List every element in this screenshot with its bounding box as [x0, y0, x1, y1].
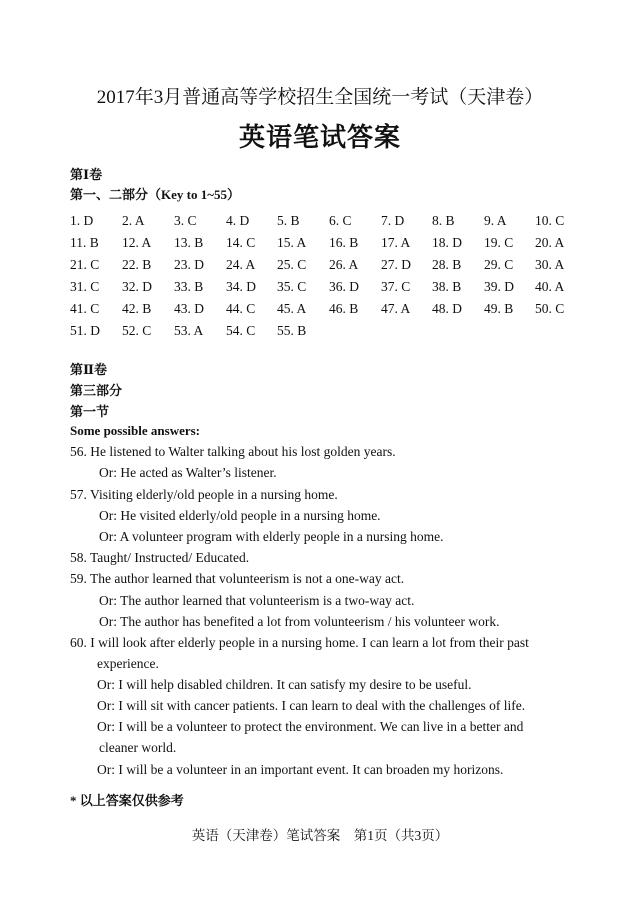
answer-cell: 49. B: [484, 301, 514, 316]
answer-cell: 3. C: [174, 213, 197, 228]
answer-cell: 55. B: [277, 323, 307, 338]
answer-cell: 28. B: [432, 257, 462, 272]
answer-cell: 20. A: [535, 235, 565, 250]
answer-cell: 45. A: [277, 301, 307, 316]
answer-cell: 35. C: [277, 279, 307, 294]
answer-cell: 16. B: [329, 235, 359, 250]
page-footer: 英语（天津卷）笔试答案 第1页（共3页）: [191, 828, 449, 843]
possible-answers-label: Some possible answers:: [70, 423, 201, 438]
answer-cell: 13. B: [174, 235, 204, 250]
answer-cell: 30. A: [535, 257, 565, 272]
answer-line: Or: He acted as Walter’s listener.: [99, 465, 277, 480]
volume-1-heading: 第Ⅰ卷: [70, 167, 103, 182]
answer-line: Or: He visited elderly/old people in a nursing home.: [99, 508, 381, 523]
answer-cell: 5. B: [277, 213, 300, 228]
answer-cell: 26. A: [329, 257, 359, 272]
answer-cell: 53. A: [174, 323, 204, 338]
answer-cell: 24. A: [226, 257, 256, 272]
exam-title: 2017年3月普通高等学校招生全国统一考试（天津卷）: [96, 87, 544, 108]
answer-cell: 36. D: [329, 279, 359, 294]
answer-cell: 22. B: [122, 257, 152, 272]
answer-cell: 39. D: [484, 279, 514, 294]
answer-line: 60. I will look after elderly people in a nursing home. I can learn a lot from their past: [70, 635, 529, 650]
answer-cell: 38. B: [432, 279, 462, 294]
answer-cell: 47. A: [381, 301, 411, 316]
document-title: 英语笔试答案: [238, 123, 401, 152]
answer-cell: 48. D: [432, 301, 462, 316]
answer-cell: 21. C: [70, 257, 100, 272]
answer-cell: 44. C: [226, 301, 256, 316]
answer-cell: 32. D: [122, 279, 152, 294]
answer-cell: 51. D: [70, 323, 100, 338]
answer-cell: 50. C: [535, 301, 565, 316]
answer-cell: 37. C: [381, 279, 411, 294]
volume-2-heading: 第Ⅱ卷: [70, 362, 107, 377]
answer-cell: 6. C: [329, 213, 352, 228]
section-1-heading: 第一节: [70, 404, 110, 419]
answer-cell: 4. D: [226, 213, 250, 228]
answer-line: experience.: [97, 656, 159, 671]
answer-line: Or: I will help disabled children. It can satisfy my desire to be useful.: [97, 677, 472, 692]
answer-cell: 40. A: [535, 279, 565, 294]
answer-cell: 10. C: [535, 213, 565, 228]
answer-cell: 8. B: [432, 213, 455, 228]
answer-cell: 2. A: [122, 213, 145, 228]
answer-line: Or: I will be a volunteer to protect the environment. We can live in a better and: [97, 719, 524, 734]
answer-cell: 42. B: [122, 301, 152, 316]
answer-line: Or: The author learned that volunteerism is a two-way act.: [99, 593, 415, 608]
answer-line: 57. Visiting elderly/old people in a nursing home.: [70, 487, 338, 502]
answer-cell: 23. D: [174, 257, 204, 272]
answer-cell: 18. D: [432, 235, 462, 250]
answer-cell: 25. C: [277, 257, 307, 272]
answer-line: 58. Taught/ Instructed/ Educated.: [70, 550, 250, 565]
answer-cell: 27. D: [381, 257, 411, 272]
answer-cell: 43. D: [174, 301, 204, 316]
answer-cell: 41. C: [70, 301, 100, 316]
answer-cell: 54. C: [226, 323, 256, 338]
reference-note: * 以上答案仅供参考: [70, 793, 184, 808]
answer-cell: 34. D: [226, 279, 256, 294]
answer-cell: 9. A: [484, 213, 507, 228]
answer-line: Or: I will be a volunteer in an important event. It can broaden my horizons.: [97, 762, 504, 777]
part-3-heading: 第三部分: [70, 383, 123, 398]
answer-cell: 52. C: [122, 323, 152, 338]
answer-line: 56. He listened to Walter talking about his lost golden years.: [70, 444, 396, 459]
answer-line: Or: A volunteer program with elderly people in a nursing home.: [99, 529, 444, 544]
answer-cell: 33. B: [174, 279, 204, 294]
answer-cell: 19. C: [484, 235, 514, 250]
answer-cell: 11. B: [70, 235, 99, 250]
answer-cell: 46. B: [329, 301, 359, 316]
answer-cell: 29. C: [484, 257, 514, 272]
answer-cell: 14. C: [226, 235, 256, 250]
answer-line: Or: The author has benefited a lot from volunteerism / his volunteer work.: [99, 614, 500, 629]
answer-cell: 1. D: [70, 213, 94, 228]
part-1-2-heading: 第一、二部分（Key to 1~55）: [70, 187, 240, 202]
answer-line: 59. The author learned that volunteerism is not a one-way act.: [70, 571, 405, 586]
answer-cell: 7. D: [381, 213, 405, 228]
answer-cell: 12. A: [122, 235, 152, 250]
answer-cell: 31. C: [70, 279, 100, 294]
answer-line: Or: I will sit with cancer patients. I can learn to deal with the challenges of life.: [97, 698, 526, 713]
answer-cell: 17. A: [381, 235, 411, 250]
answer-cell: 15. A: [277, 235, 307, 250]
answer-line: cleaner world.: [99, 740, 177, 755]
